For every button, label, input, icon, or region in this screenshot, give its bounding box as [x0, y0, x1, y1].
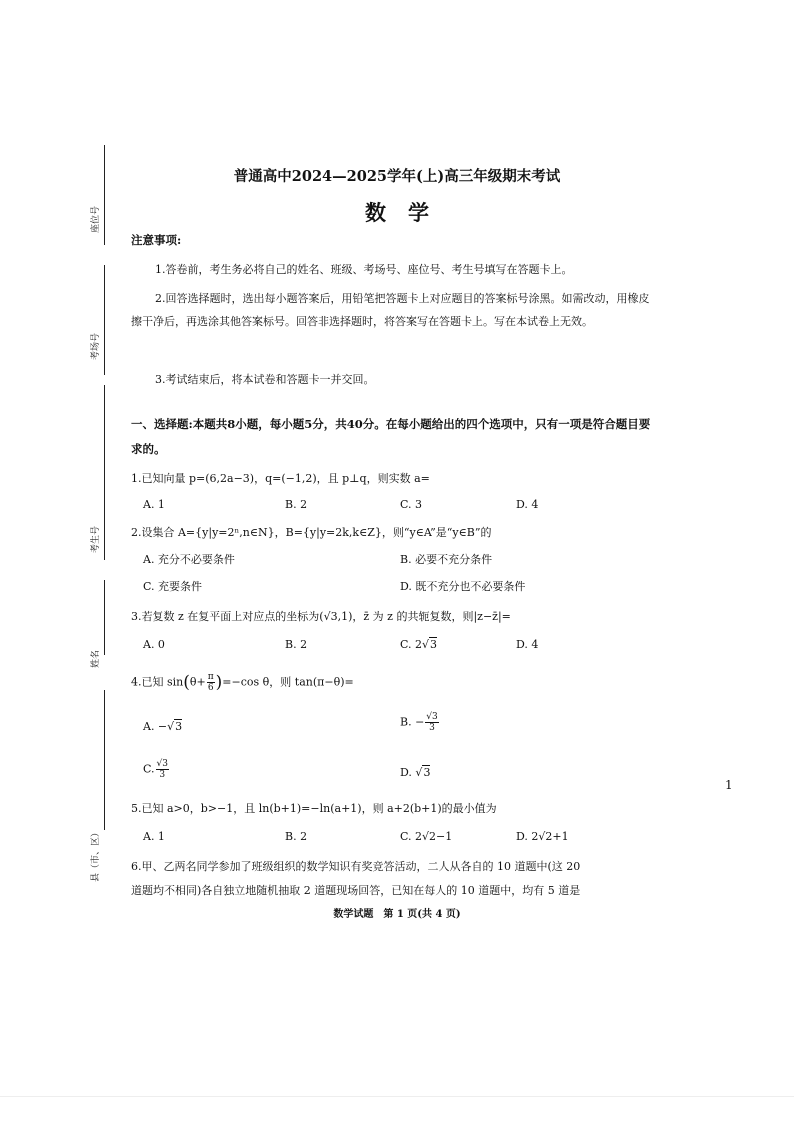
q4-option-d-radicand: 3: [423, 766, 431, 779]
margin-line-3: [104, 385, 105, 560]
q4-frac-num: π: [207, 672, 214, 682]
q3-option-c-radicand: 3: [430, 638, 438, 651]
q4-option-b-label: B. −: [400, 715, 425, 729]
q4-stem-pre: 4.已知 sin: [131, 675, 184, 689]
q4-option-c-num: √3: [156, 759, 168, 769]
q4-option-a: [143, 720, 182, 733]
q4-option-a-label: A. −√: [143, 720, 175, 733]
q4-stem-theta: θ+: [189, 675, 206, 689]
q3-option-c: C. 2√3: [400, 638, 438, 651]
q2-option-d: D. 既不充分也不必要条件: [400, 580, 526, 593]
q4-option-c-fraction: [156, 759, 169, 780]
exam-title: 普通高中2024—2025学年(上)高三年级期末考试: [233, 168, 561, 185]
question-4-stem: [131, 672, 661, 693]
q1-option-a: A. 1: [143, 498, 165, 511]
q1-option-b: B. 2: [285, 498, 308, 511]
q4-option-a-radicand: 3: [175, 720, 183, 733]
page-footer: 数学试题 第 1 页(共 4 页): [333, 909, 461, 920]
q4-option-d: [400, 766, 430, 779]
county-label: 县（市、区）: [91, 828, 101, 883]
q4-option-c: [143, 759, 170, 780]
q1-option-d: D. 4: [516, 498, 539, 511]
q4-option-b-num: √3: [426, 712, 438, 722]
q5-option-c: C. 2√2−1: [400, 830, 453, 843]
q3-option-c-label: C. 2: [400, 638, 423, 651]
q5-option-a: A. 1: [143, 830, 165, 843]
name-label: 姓名: [91, 649, 101, 668]
q4-option-c-label: C.: [143, 762, 155, 776]
note-2: 2.回答选择题时，选出每小题答案后，用铅笔把答题卡上对应题目的答案标号涂黑。如需改动，用橡皮擦干净后，再选涂其他答案标号。回答非选择题时，将答案写在答题卡上。写在本试卷上无效。: [131, 292, 650, 328]
q1-option-c: C. 3: [400, 498, 423, 511]
q3-option-a: A. 0: [143, 638, 165, 651]
question-5-stem: 5.已知 a>0，b>−1，且 ln(b+1)=−ln(a+1)，则 a+2(b+1)的最小值为: [131, 802, 497, 815]
q3-option-d: D. 4: [516, 638, 539, 651]
margin-line-5: [104, 690, 105, 830]
question-2-stem: 2.设集合 A={y|y=2ⁿ,n∈N}，B={y|y=2k,k∈Z}，则“y∈A”是“y∈B”的: [131, 526, 492, 539]
q4-option-d-label: D. √: [400, 766, 423, 779]
q4-fraction-pi-over-6: [207, 672, 215, 693]
q2-option-a: A. 充分不必要条件: [143, 553, 235, 566]
corner-mark: 1: [725, 778, 733, 792]
exam-room-no-label: 考场号: [91, 332, 101, 360]
notes-heading: 注意事项:: [131, 233, 182, 247]
q2-option-b: B. 必要不充分条件: [400, 553, 493, 566]
note-3: 3.考试结束后，将本试卷和答题卡一并交回。: [155, 373, 375, 386]
question-6-line-2: 道题均不相同)各自独立地随机抽取 2 道题现场回答，已知在每人的 10 道题中，均有 5 道是: [131, 884, 581, 897]
q4-paren-open: (: [183, 672, 190, 693]
subject-title: 数学: [365, 200, 451, 225]
q3-option-b: B. 2: [285, 638, 308, 651]
section-1-heading: 一、选择题:本题共8小题，每小题5分，共40分。在每小题给出的四个选项中，只有一项是符合题目要求的。: [131, 417, 651, 456]
margin-line-2: [104, 265, 105, 375]
question-6-line-1: 6.甲、乙两名同学参加了班级组织的数学知识有奖竞答活动，二人从各自的 10 道题中(这 20: [131, 860, 581, 873]
note-1: 1.答卷前，考生务必将自己的姓名、班级、考场号、座位号、考生号填写在答题卡上。: [155, 263, 573, 276]
bottom-faint-line: [0, 1096, 794, 1097]
q5-option-b: B. 2: [285, 830, 308, 843]
question-3-stem: 3.若复数 z 在复平面上对应点的坐标为(√3,1)，z̄ 为 z 的共轭复数，则|z−z̄|=: [131, 610, 511, 623]
q4-option-c-den: 3: [159, 770, 166, 780]
seat-no-label: 座位号: [91, 205, 101, 233]
q4-stem-post: =−cos θ，则 tan(π−θ)=: [222, 675, 354, 689]
q4-option-b-den: 3: [429, 723, 435, 733]
q5-option-d: D. 2√2+1: [516, 830, 569, 843]
candidate-no-label: 考生号: [91, 525, 101, 553]
q4-frac-den: 6: [207, 683, 214, 693]
margin-line-4: [104, 580, 105, 655]
q4-paren-close: ): [215, 672, 223, 693]
question-1-stem: 1.已知向量 p=(6,2a−3)，q=(−1,2)，且 p⊥q，则实数 a=: [131, 472, 430, 485]
q2-option-c: C. 充要条件: [143, 580, 203, 593]
margin-line-1: [104, 145, 105, 245]
q4-option-b: [400, 712, 440, 733]
q4-option-b-fraction: [425, 712, 438, 733]
